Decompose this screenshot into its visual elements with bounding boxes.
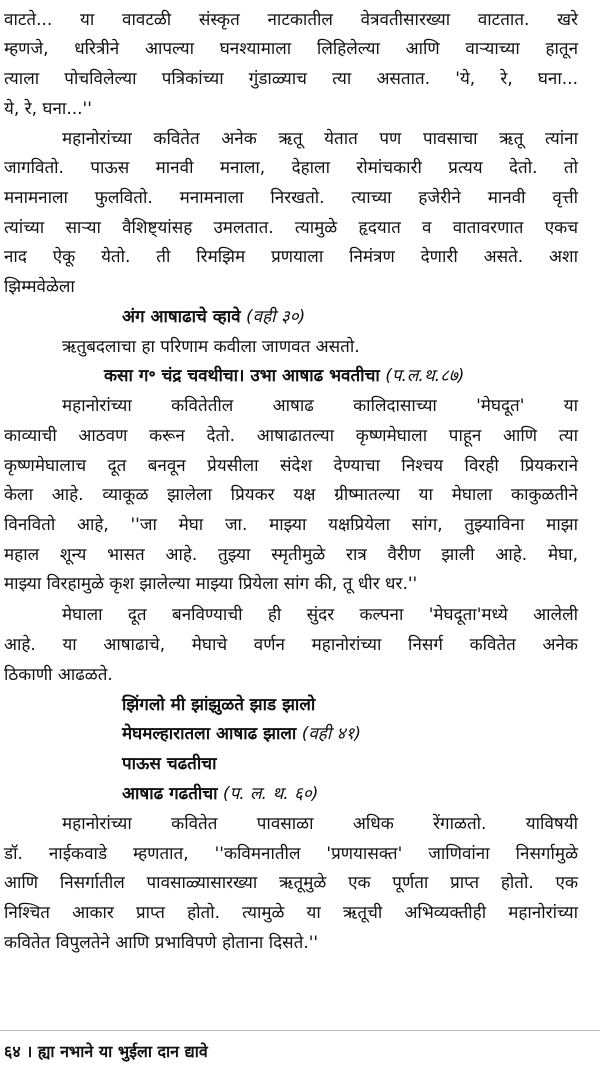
line-text: माझ्या विरहामुळे कृश झालेल्या माझ्या प्रियेला सांग की, तू धीर धर.'' <box>4 574 418 594</box>
line-text: त्यांच्या साऱ्या वैशिष्ट्यांसह उमलतात. त्यामुळे हृदयात व वातावरणात एकच <box>4 218 578 238</box>
text-line <box>4 454 578 478</box>
line-text: महानोरांच्या कवितेत अनेक ऋतू येतात पण पावसाचा ऋतू त्यांना <box>62 129 578 149</box>
line-text: पाऊस चढतीचा <box>122 754 217 774</box>
text-line <box>4 275 75 299</box>
text-line <box>4 871 578 895</box>
text-line <box>4 186 578 210</box>
text-line <box>4 543 578 567</box>
line-text: झिम्मवेळेला <box>4 277 75 297</box>
line-text: आणि निसर्गातील पावसाळ्यासारख्या ऋतूमुळे एक पूर्णता प्राप्त होतो. एक <box>4 873 578 893</box>
text-line <box>4 424 578 448</box>
line-text: आषाढ गढतीचा <box>122 784 218 804</box>
line-text: कृष्णमेघालाच दूत बनवून प्रेयसीला संदेश देण्याचा निश्चय विरही प्रियकराने <box>4 456 578 476</box>
text-line <box>4 97 92 121</box>
line-text: मनामनाला फुलवितो. मनामनाला निरखतो. त्याच्या हजेरीने मानवी वृत्ती <box>4 188 578 208</box>
text-line <box>122 782 318 806</box>
text-line <box>62 335 360 359</box>
text-line <box>62 394 578 418</box>
line-text: कवितेत विपुलतेने आणि प्रभाविपणे होताना दिसते.'' <box>4 933 319 953</box>
line-text: ऋतुबदलाचा हा परिणाम कवीला जाणवत असतो. <box>62 337 360 357</box>
text-line <box>4 633 578 657</box>
text-line <box>4 572 417 596</box>
text-line <box>4 513 578 537</box>
line-text: महाल शून्य भासत आहे. तुझ्या स्मृतीमुळे रात्र वैरीण झाली आहे. मेघा, <box>4 545 578 565</box>
line-text: अंग आषाढाचे व्हावे <box>122 307 241 327</box>
text-line <box>4 663 113 687</box>
citation: (प. ल. थ. ६०) <box>217 784 319 804</box>
citation: (वही ४१) <box>296 724 361 744</box>
text-line <box>4 483 578 507</box>
line-text: नाद ऐकू येतो. ती रिमझिम प्रणयाला निमंत्रण देणारी असते. अशा <box>4 247 578 267</box>
text-line <box>4 67 578 91</box>
line-text: ये, रे, घना...'' <box>4 99 92 119</box>
line-text: म्हणजे, धरित्रीने आपल्या घनश्यामाला लिहिलेल्या आणि वाऱ्याच्या हातून <box>4 39 578 59</box>
text-line <box>62 812 578 836</box>
text-line <box>62 603 578 627</box>
line-text: केला आहे. व्याकूळ झालेला प्रियकर यक्ष ग्रीष्मातल्या या मेघाला काकुळतीने <box>4 485 578 505</box>
line-text: विनवितो आहे, ''जा मेघा जा. माझ्या यक्षप्रियेला सांग, तुझ्याविना माझा <box>4 515 578 535</box>
citation: (प.ल.थ.८७) <box>379 366 465 386</box>
footer-divider <box>0 1030 600 1031</box>
line-text: वाटते... या वावटळी संस्कृत नाटकातील वेत्रवतीसारख्या वाटतात. खरे <box>4 10 578 30</box>
text-line <box>4 842 578 866</box>
text-line <box>122 722 361 746</box>
text-line <box>104 364 464 388</box>
page-footer: ६४ । ह्या नभाने या भुईला दान द्यावे <box>4 1042 208 1061</box>
line-text: त्याला पोचविलेल्या पत्रिकांच्या गुंडाळ्याच त्या असतात. 'ये, रे, घना... <box>4 69 578 89</box>
text-line <box>4 245 578 269</box>
text-line <box>122 305 305 329</box>
line-text: निश्चित आकार प्राप्त होतो. त्यामुळे या ऋतूची अभिव्यक्तीही महानोरांच्या <box>4 903 578 923</box>
text-line <box>4 901 578 925</box>
text-line <box>122 752 216 776</box>
line-text: डॉ. नाईकवाडे म्हणतात, ''कविमनातील 'प्रणयासक्त' जाणिवांना निसर्गामुळे <box>4 844 578 864</box>
text-line <box>4 216 578 240</box>
line-text: मेघाला दूत बनविण्याची ही सुंदर कल्पना 'मेघदूता'मध्ये आलेली <box>62 605 578 625</box>
citation: (वही ३०) <box>240 307 306 327</box>
text-line <box>4 931 318 955</box>
text-line <box>62 127 578 151</box>
line-text: ठिकाणी आढळते. <box>4 665 113 685</box>
line-text: मेघमल्हारातला आषाढ झाला <box>122 724 297 744</box>
line-text: आहे. या आषाढाचे, मेघाचे वर्णन महानोरांच्या निसर्ग कवितेत अनेक <box>4 635 578 655</box>
line-text: जागवितो. पाऊस मानवी मनाला, देहाला रोमांचकारी प्रत्यय देतो. तो <box>4 158 578 178</box>
text-line <box>122 693 315 717</box>
text-line <box>4 37 578 61</box>
line-text: महानोरांच्या कवितेतील आषाढ कालिदासाच्या 'मेघदूत' या <box>62 396 578 416</box>
line-text: झिंगलो मी झांझुळते झाड झालो <box>122 695 316 715</box>
line-text: काव्याची आठवण करून देतो. आषाढातल्या कृष्णमेघाला पाहून आणि त्या <box>4 426 578 446</box>
line-text: महानोरांच्या कवितेत पावसाळा अधिक रेंगाळतो. याविषयी <box>62 814 578 834</box>
text-line <box>4 156 578 180</box>
text-line <box>4 8 578 32</box>
line-text: कसा ग॰ चंद्र चवथीचा। उभा आषाढ भवतीचा <box>104 366 380 386</box>
